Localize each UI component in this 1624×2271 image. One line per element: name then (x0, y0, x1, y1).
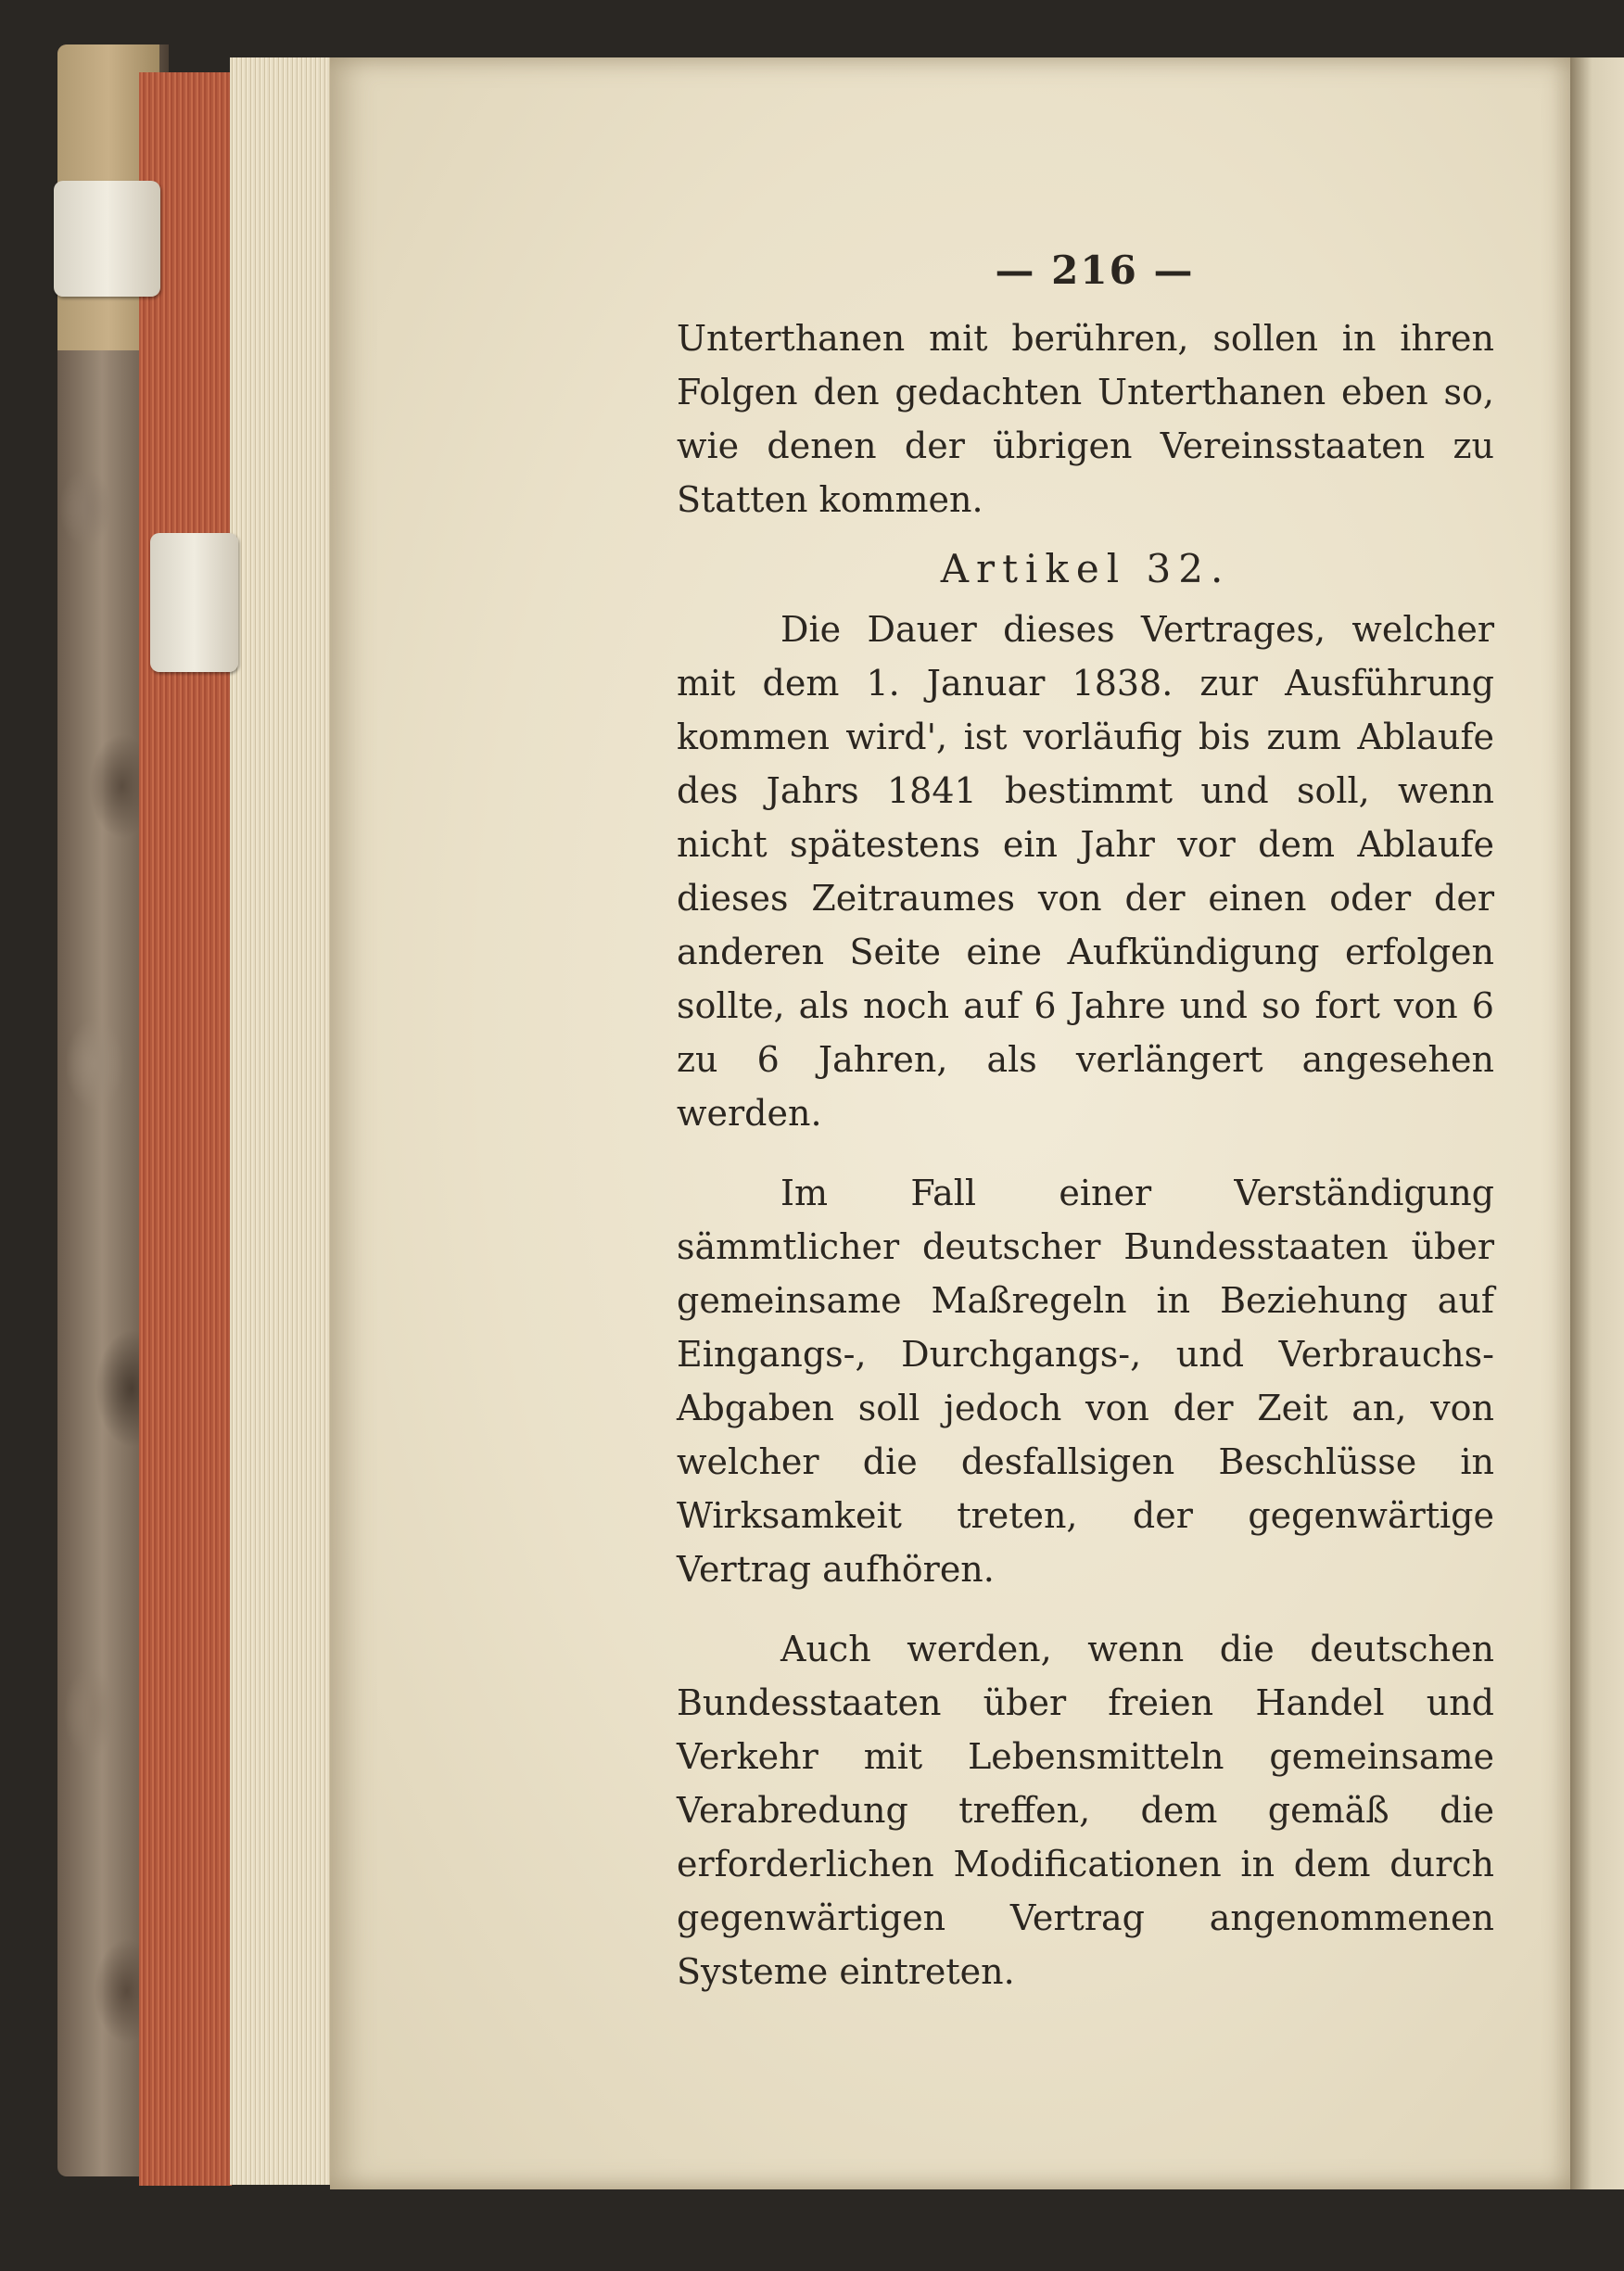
facing-page-edge (1570, 57, 1624, 2189)
page-number: — 216 — (995, 247, 1195, 293)
paragraph-federal-agreement: Im Fall einer Verständigung sämmtlicher deutscher Bundesstaaten über gemeinsame Maßregeln in Beziehung auf Eingangs-, Durchgangs-, und Verbrauchs-Abgaben soll jedoch von der Zeit an, von welcher die desfallsigen Beschlüsse in Wirksamkeit treten, der gegenwärtige Vertrag aufhören. (677, 1173, 1494, 1590)
red-page-edges (139, 72, 232, 2186)
page-stack-edges (230, 57, 330, 2185)
continuation-paragraph: Unterthanen mit berühren, sollen in ihren Folgen den gedachten Unterthanen eben so, wie denen der übrigen Vereinsstaaten zu Statten kommen. (677, 318, 1494, 520)
paragraph-duration: Die Dauer dieses Vertrages, welcher mit dem 1. Januar 1838. zur Ausführung kommen wird', ist vorläufig bis zum Ablaufe des Jahrs 1841 bestimmt und soll, wenn nicht spätestens ein Jahr vor dem Ablaufe dieses Zeitraumes von der einen oder der anderen Seite eine Aufkündigung erfolgen sollte, als noch auf 6 Jahre und so fort von 6 zu 6 Jahren, als verlängert angesehen werden. (677, 609, 1494, 1134)
paragraph-food-trade: Auch werden, wenn die deutschen Bundesstaaten über freien Handel und Verkehr mit Lebensmitteln gemeinsame Verabredung treffen, dem gemäß die erforderlichen Modificationen in dem durch gegenwärtigen Vertrag angenommenen Systeme eintreten. (677, 1629, 1494, 1992)
article-heading: Artikel 32. (940, 546, 1231, 591)
paper-tab-marker-middle (150, 533, 238, 672)
page-text (677, 243, 1494, 1998)
paper-tab-marker-top (54, 181, 160, 297)
